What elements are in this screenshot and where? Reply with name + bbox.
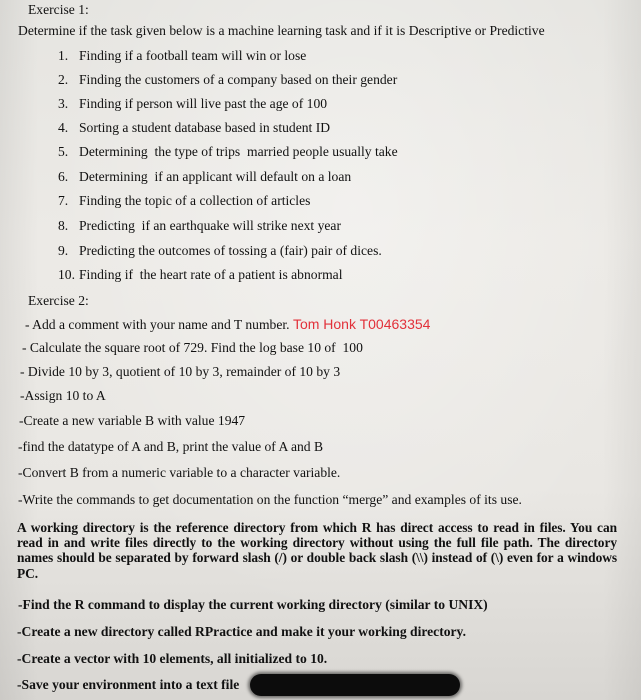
task-line: -Find the R command to display the current working directory (similar to UNIX) (18, 597, 488, 612)
list-number: 8. (58, 218, 69, 233)
list-number: 3. (58, 96, 69, 111)
list-item (58, 144, 398, 160)
working-directory-paragraph: A working directory is the reference directory from which R has direct access to read in files. You can read in and write files directly to the working directory without using the full file path. The directory names should be separated by forward slash (/) or double back slash (\\) instead of (\) even for a windows PC. (17, 520, 617, 581)
task-line: -Create a new directory called RPractice and make it your working directory. (17, 624, 467, 639)
list-text: Predicting if an earthquake will strike next year (79, 218, 341, 233)
list-item (58, 96, 327, 112)
list-number: 6. (58, 169, 69, 184)
list-number: 7. (58, 193, 69, 208)
list-text: Finding if person will live past the age of 100 (79, 96, 328, 111)
list-number: 9. (58, 243, 69, 258)
list-number: 2. (58, 72, 69, 87)
list-text: Predicting the outcomes of tossing a (fair) pair of dices. (79, 243, 382, 258)
task-line: - Divide 10 by 3, quotient of 10 by 3, remainder of 10 by 3 (20, 364, 341, 379)
list-item (58, 169, 351, 185)
list-item (58, 243, 382, 259)
list-item (58, 218, 341, 234)
task-line: -Write the commands to get documentation on the function “merge” and examples of its use. (18, 492, 522, 507)
task-text: - Add a comment with your name and T number. (25, 317, 290, 332)
task-line: -find the datatype of A and B, print the value of A and B (18, 439, 324, 454)
list-item (58, 48, 306, 64)
list-number: 10. (58, 267, 75, 282)
task-line (25, 316, 430, 333)
list-text: Finding if a football team will win or lose (79, 48, 307, 63)
list-text: Determining if an applicant will default on a loan (79, 169, 352, 184)
list-text: Finding the topic of a collection of articles (79, 193, 311, 208)
list-text: Finding if the heart rate of a patient is abnormal (79, 267, 343, 282)
list-item (58, 267, 343, 283)
list-item (58, 72, 397, 88)
exercise-2-title: Exercise 2: (28, 293, 89, 308)
task-line: -Create a new variable B with value 1947 (19, 413, 246, 428)
list-number: 1. (58, 48, 69, 63)
task-line: -Create a vector with 10 elements, all initialized to 10. (17, 651, 328, 666)
list-number: 4. (58, 120, 69, 135)
exercise-1-instructions: Determine if the task given below is a machine learning task and if it is Descriptive or Predictive (18, 23, 545, 38)
list-text: Sorting a student database based in student ID (79, 120, 331, 135)
redaction-mark (250, 674, 460, 696)
task-line: -Assign 10 to A (20, 388, 106, 403)
list-item (58, 193, 310, 209)
list-text: Finding the customers of a company based on their gender (79, 72, 398, 87)
list-item (58, 120, 330, 136)
exercise-1-title: Exercise 1: (28, 2, 89, 17)
task-line: -Convert B from a numeric variable to a character variable. (18, 465, 341, 480)
task-line: -Save your environment into a text file (17, 677, 240, 692)
task-line: - Calculate the square root of 729. Find the log base 10 of 100 (22, 340, 363, 355)
list-number: 5. (58, 144, 69, 159)
list-text: Determining the type of trips married people usually take (79, 144, 398, 159)
student-name-annotation: Tom Honk T00463354 (292, 316, 431, 332)
